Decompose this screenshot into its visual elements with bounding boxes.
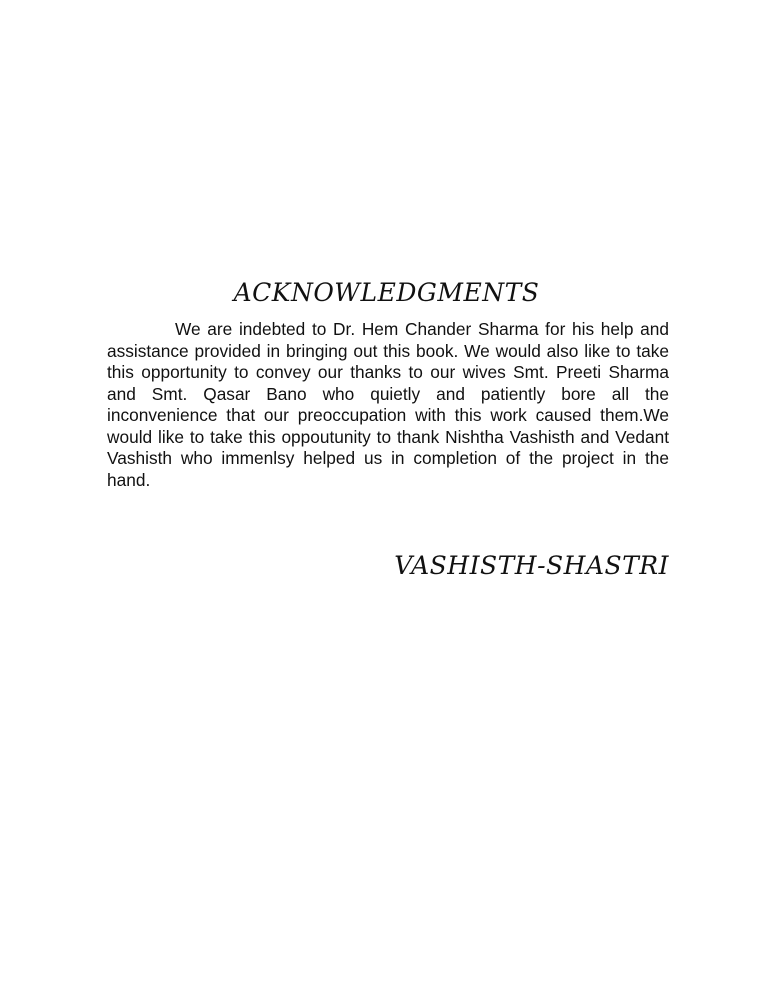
author-signature: VASHISTH-SHASTRI	[394, 551, 669, 580]
page-title: ACKNOWLEDGMENTS	[233, 278, 540, 307]
acknowledgment-paragraph: We are indebted to Dr. Hem Chander Sharma for his help and assistance provided in bringing out this book. We would also like to take this opportunity to convey our thanks to our wives Smt. Preeti Sharma and Smt. Qasar Bano who quietly and patiently bore all the inconvenience that our preoccupation with this work caused them.We would like to take this oppoutunity to thank Nishtha Vashisth and Vedant Vashisth who immenlsy helped us in completion of the project in the hand.	[107, 319, 669, 490]
